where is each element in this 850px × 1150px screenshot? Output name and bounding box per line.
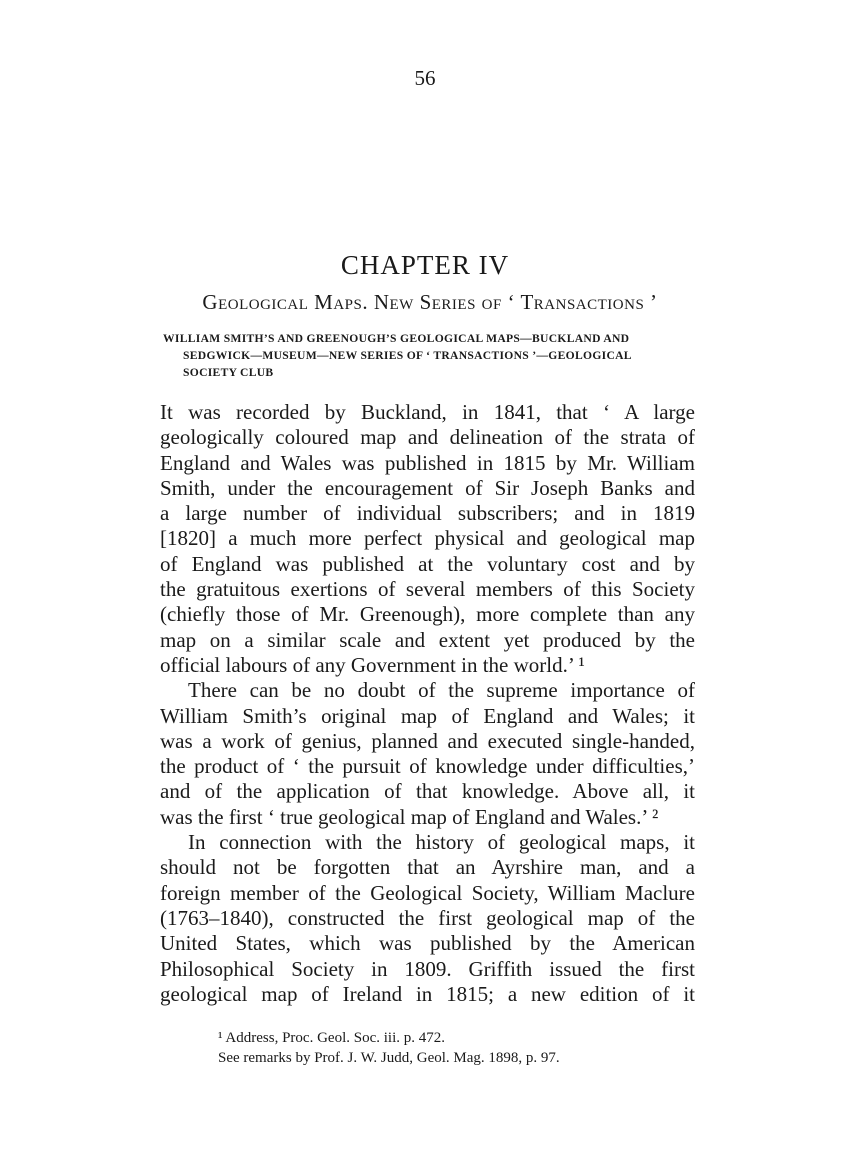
body-line: the product of ‘ the pursuit of knowledge under difficulties,’: [160, 754, 695, 779]
body-line: In connection with the history of geological maps, it: [188, 830, 695, 855]
footnote-2: See remarks by Prof. J. W. Judd, Geol. Mag. 1898, p. 97.: [218, 1050, 560, 1066]
body-line: United States, which was published by the American: [160, 931, 695, 956]
body-line: geological map of Ireland in 1815; a new edition of it: [160, 981, 695, 1006]
body-line: was the first ‘ true geological map of England and Wales.’ ²: [160, 804, 659, 829]
summary-line: SEDGWICK—MUSEUM—NEW SERIES OF ‘ TRANSACTIONS ’—GEOLOGICAL: [183, 349, 632, 362]
footnotes: [218, 1028, 718, 1068]
summary-line: WILLIAM SMITH’S AND GREENOUGH’S GEOLOGICAL MAPS—BUCKLAND AND: [163, 332, 630, 345]
chapter-summary: [163, 330, 696, 381]
chapter-title: CHAPTER IV: [340, 250, 510, 280]
summary-line: SOCIETY CLUB: [183, 366, 274, 379]
body-line: Smith, under the encouragement of Sir Joseph Banks and: [160, 475, 695, 500]
body-line: the gratuitous exertions of several members of this Society: [160, 577, 695, 602]
body-line: foreign member of the Geological Society, William Maclure: [160, 880, 695, 905]
body-line: official labours of any Government in the world.’ ¹: [160, 652, 585, 677]
body-line: map on a similar scale and extent yet produced by the: [160, 627, 695, 652]
body-line: geologically coloured map and delineation of the strata of: [160, 425, 695, 450]
body-line: Philosophical Society in 1809. Griffith issued the first: [160, 956, 695, 981]
body-line: William Smith’s original map of England and Wales; it: [160, 703, 695, 728]
body-line: a large number of individual subscribers; and in 1819: [160, 501, 695, 526]
page-number: 56: [414, 66, 436, 90]
body-line: There can be no doubt of the supreme importance of: [188, 678, 695, 703]
body-line: and of the application of that knowledge. Above all, it: [160, 779, 695, 804]
body-line: should not be forgotten that an Ayrshire man, and a: [160, 855, 695, 880]
body-text: [160, 400, 695, 1007]
body-line: (chiefly those of Mr. Greenough), more complete than any: [160, 602, 695, 627]
body-line: of England was published at the voluntary cost and by: [160, 551, 695, 576]
footnote-1: ¹ Address, Proc. Geol. Soc. iii. p. 472.: [218, 1030, 445, 1046]
body-line: was a work of genius, planned and executed single-handed,: [160, 728, 695, 753]
body-line: England and Wales was published in 1815 by Mr. William: [160, 450, 695, 475]
body-line: [1820] a much more perfect physical and geological map: [160, 526, 695, 551]
body-line: It was recorded by Buckland, in 1841, that ‘ A large: [160, 400, 695, 424]
chapter-subtitle: Geological Maps. New Series of ‘ Transactions ’: [202, 290, 658, 314]
body-line: (1763–1840), constructed the first geological map of the: [160, 905, 695, 930]
